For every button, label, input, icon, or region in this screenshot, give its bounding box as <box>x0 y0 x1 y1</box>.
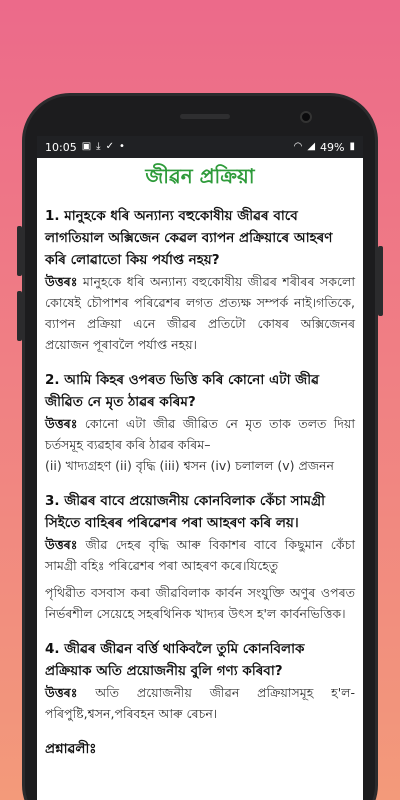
qa-item <box>45 490 355 624</box>
status-left <box>45 141 125 154</box>
camera-icon <box>300 111 312 123</box>
answer-label: উত্তৰঃ <box>45 274 78 289</box>
app-screen <box>37 136 363 800</box>
speaker-grille <box>180 114 230 119</box>
section-heading: প্ৰশ্নাৱলীঃ <box>45 741 97 757</box>
question-text: 3. জীৱৰ বাবে প্ৰয়োজনীয় কোনবিলাক কেঁচা সামগ্ৰী সিইতে বাহিৰৰ পৰিৱেশৰ পৰা আহৰণ কৰি লয়। <box>45 493 325 531</box>
download-icon: ⤓ <box>96 141 101 152</box>
answer-text <box>45 682 355 724</box>
volume-button <box>17 226 22 276</box>
battery-icon: ▮ <box>349 141 355 152</box>
answer-text <box>45 534 355 624</box>
answer-continuation: পৃথিৱীত বসবাস কৰা জীৱবিলাক কাৰ্বন সংযুক্তি অণুৰ ওপৰত নিৰ্ভৰশীল সেয়েহে সহৰথিনিক খাদ্যৰ উৎস হ'ল কাৰ্বনভিত্তিক। <box>45 585 355 621</box>
answer-body: কোনো এটা জীৱ জীৱিত নে মৃত তাক তলত দিয়া চৰ্তসমূহ ব্যৱহাৰ কৰি ঠাৱৰ কৰিম– <box>45 416 355 452</box>
photo-icon: ▣ <box>81 141 92 152</box>
status-right <box>294 141 355 154</box>
battery-level: 49% <box>320 140 345 154</box>
wifi-icon: ◠ <box>293 141 303 152</box>
phone-frame <box>22 93 378 800</box>
answer-body: মানুহকে ধৰি অন্যান্য বহুকোষীয় জীৱৰ শৰীৰৰ সকলো কোষেই চৌপাশৰ পৰিৱেশৰ লগত প্ৰত্যক্ষ সম্পৰ্ক নাই।গতিকে, ব্যাপন প্ৰক্ৰিয়া এনে জীৱৰ প্ৰতিটো কোষৰ অক্সিজেনৰ প্ৰয়োজন পূৰাবলৈ পৰ্যাপ্ত নহয়। <box>45 274 355 352</box>
answer-label: উত্তৰঃ <box>45 537 78 552</box>
article-content[interactable] <box>37 158 363 761</box>
qa-item <box>45 369 355 476</box>
answer-label: উত্তৰঃ <box>45 416 78 431</box>
answer-text <box>45 271 355 355</box>
status-time: 10:05 <box>45 140 77 154</box>
status-bar <box>37 136 363 158</box>
dot-icon: • <box>118 141 125 152</box>
question-text: 1. মানুহকে ধৰি অন্যান্য বহুকোষীয় জীৱৰ বাবে লাগতিয়াল অক্সিজেন কেৱল ব্যাপন প্ৰক্ৰিয়াৰে আহৰণ কৰি লোৱাতো কিয় পৰ্যাপ্ত নহয়? <box>45 208 333 268</box>
question-text: 2. আমি কিহৰ ওপৰত ভিত্তি কৰি কোনো এটা জীৱ জীৱিত নে মৃত ঠাৱৰ কৰিম? <box>45 372 320 410</box>
answer-label: উত্তৰঃ <box>45 685 78 700</box>
signal-icon: ◢ <box>307 141 316 152</box>
answer-body: জীৱ দেহৰ বৃদ্ধি আৰু বিকাশৰ বাবে কিছুমান কেঁচা সামগ্ৰী বহিঃ পৰিৱেশৰ পৰা আহৰণ কৰে।যিহেতু <box>45 537 355 573</box>
question-text: 4. জীৱৰ জীৱন বৰ্ত্তি থাকিবলৈ তুমি কোনবিলাক প্ৰক্ৰিয়াক অতি প্ৰয়োজনীয় বুলি গণ্য কৰিবা? <box>45 641 305 679</box>
answer-text <box>45 413 355 476</box>
qa-item <box>45 205 355 355</box>
qa-item <box>45 638 355 724</box>
answer-body: অতি প্ৰয়োজনীয় জীৱন প্ৰক্ৰিয়াসমূহ হ'ল- পৰিপুষ্টি,শ্বসন,পৰিবহন আৰু ৰেচন। <box>45 685 355 721</box>
check-icon: ✓ <box>105 141 114 152</box>
power-button <box>378 246 383 316</box>
answer-list: (ii) খাদ্যগ্ৰহণ (ii) বৃদ্ধি (iii) শ্বসন (iv) চলালল (v) প্ৰজনন <box>45 458 334 473</box>
volume-button-lower <box>17 291 22 341</box>
page-title: জীৱন প্ৰক্ৰিয়া <box>145 164 255 188</box>
